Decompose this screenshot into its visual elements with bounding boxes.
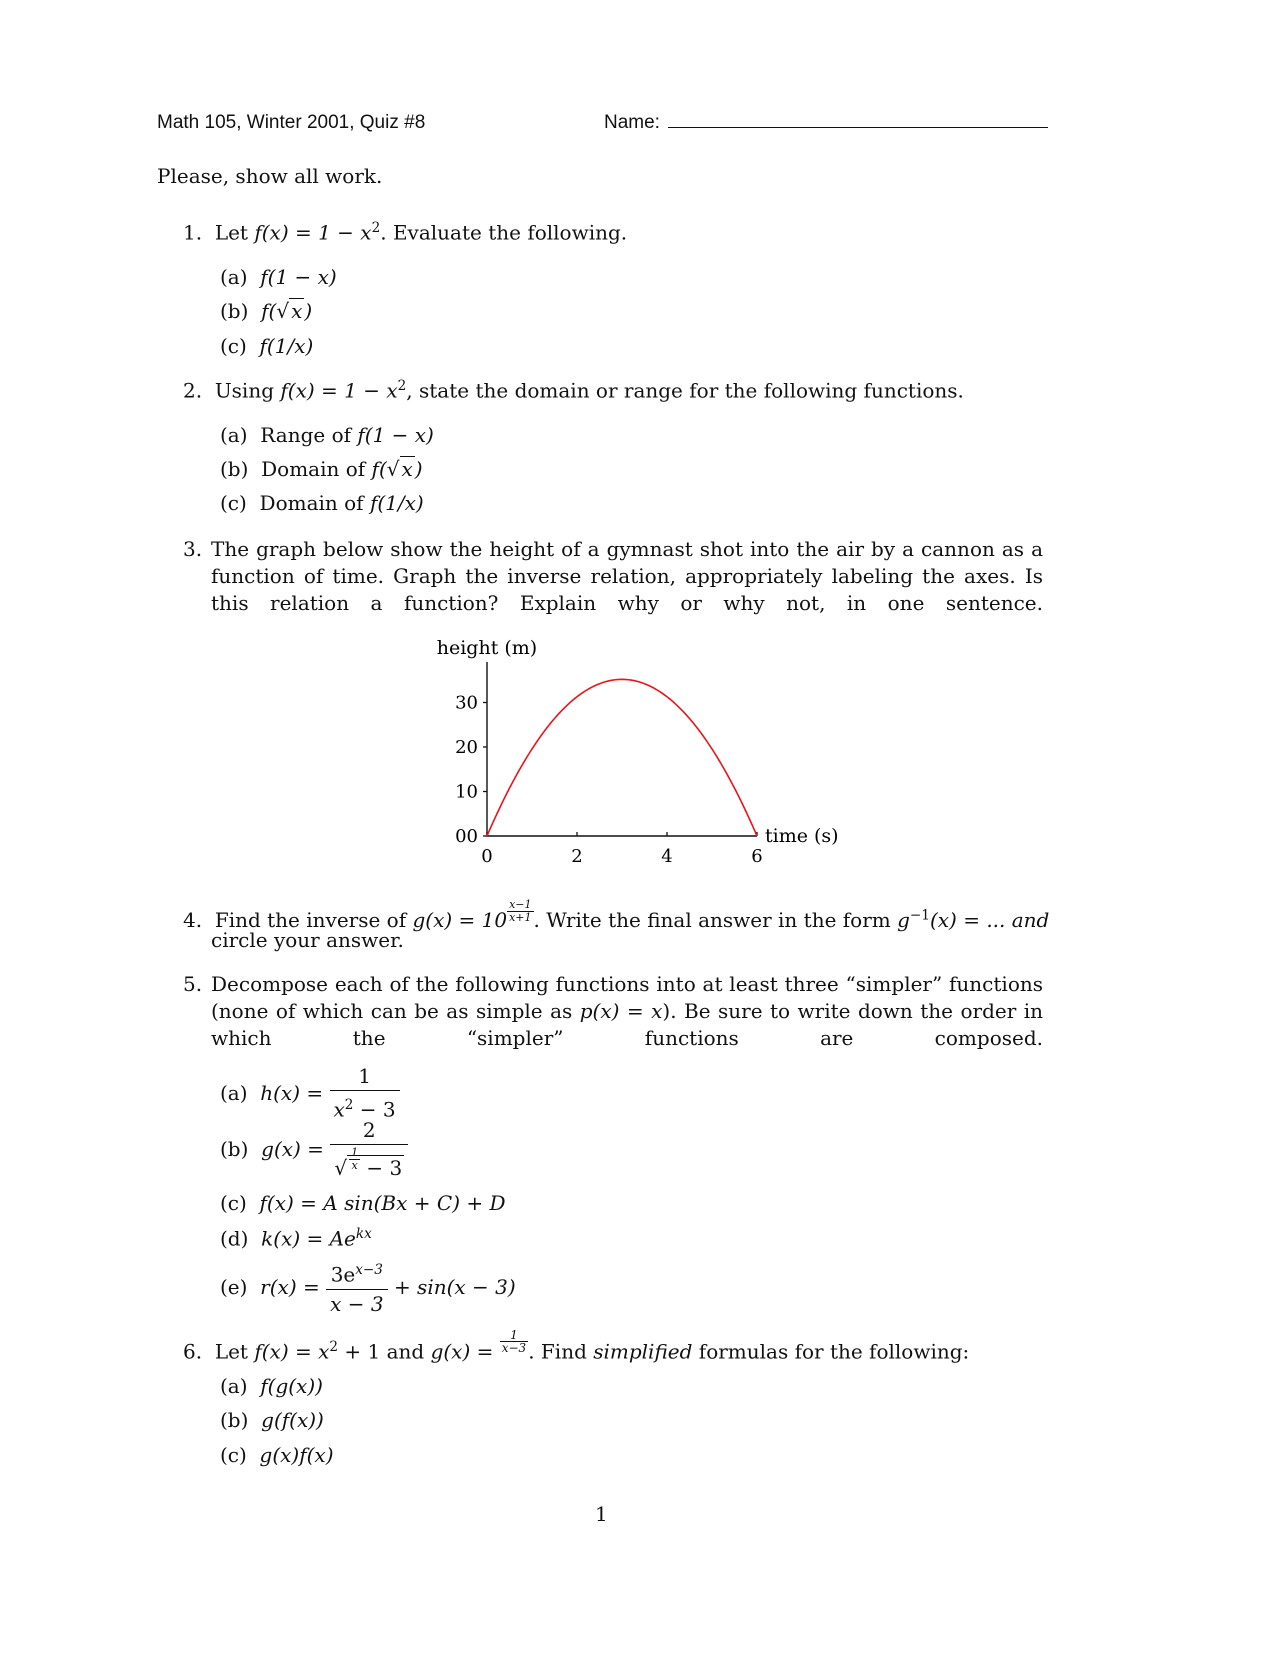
q5-part-d: (d) $k(x) = Ae^{kx}$ <box>220 1226 372 1251</box>
y-axis-label: height (m) <box>436 637 538 659</box>
y-tick-label: 20 <box>455 737 478 758</box>
height-vs-time-chart <box>420 630 880 875</box>
q1-stem: 1. Let $f(x) = 1 - x^2$. Evaluate the following. <box>183 220 628 245</box>
q2-part-b: (b) Domain of f(√ x ) <box>220 457 423 481</box>
x-axis-label: time (s) <box>765 825 839 847</box>
page-number: 1 <box>595 1502 608 1526</box>
q1-part-b: (b) f(√ x ) <box>220 299 313 323</box>
q6-part-b: (b) g(f(x)) <box>220 1408 324 1432</box>
q5-part-e: (e) r(x) = $\frac{3e^{x-3}}{x - 3}$ + sin(x − 3) <box>220 1258 516 1316</box>
x-tick-label: 6 <box>751 846 763 867</box>
q4-line1: 4. Find the inverse of g(x) = 10 $\frac{x-1}{x+1}$ . Write the final answer in the form $g^{-1}(x)$ = ... and <box>183 898 1050 933</box>
q6-part-a: (a) f(g(x)) <box>220 1374 323 1398</box>
x-tick-label: 0 <box>481 846 493 867</box>
q5-number: 5. <box>183 972 203 996</box>
q5-text: Decompose each of the following functions into at least three “simpler” functions (none of which can be as simple as p(x) = x). Be sure to write down the order in which the “simpler” functions are composed. <box>211 972 1044 1050</box>
x-tick-label: 2 <box>571 846 583 867</box>
name-line[interactable] <box>668 127 1048 128</box>
q2-part-a: (a) Range of f(1 − x) <box>220 423 434 447</box>
q5-part-b: (b) g(x) = 2 √ $\frac{1}{x}$ − 3 <box>220 1118 408 1180</box>
q6-stem: 6. Let $f(x) = x^2 + 1$ and g(x) = $\frac{1}{x-3}$ . Find simplified formulas for the following: <box>183 1328 970 1364</box>
q2-stem: 2. Using $f(x) = 1 - x^2$, state the domain or range for the following functions. <box>183 378 964 403</box>
y-tick-label: 00 <box>455 826 478 847</box>
quiz-header-title: Math 105, Winter 2001, Quiz #8 <box>157 112 426 133</box>
q6-part-c: (c) g(x)f(x) <box>220 1443 334 1467</box>
q4-line2: circle your answer. <box>211 928 404 952</box>
q5-part-a: (a) h(x) = $\frac{1}{x^2 - 3}$ <box>220 1064 400 1122</box>
name-label: Name: <box>604 112 660 133</box>
q1-part-c: (c) f(1/x) <box>220 334 314 358</box>
q5-part-c: (c) f(x) = A sin(Bx + C) + D <box>220 1191 506 1215</box>
x-tick-label: 4 <box>661 846 673 867</box>
q1-part-a: (a) f(1 − x) <box>220 265 337 289</box>
height-curve <box>487 679 757 836</box>
q3-number: 3. <box>183 537 203 561</box>
q2-part-c: (c) Domain of f(1/x) <box>220 491 424 515</box>
instructions: Please, show all work. <box>157 164 383 188</box>
y-tick-label: 10 <box>455 781 478 803</box>
q3-text: The graph below show the height of a gymnast shot into the air by a cannon as a function of time. Graph the inverse relation, appropriately labeling the axes. Is this relation a function? Explain why or why not, in one sentence. <box>211 537 1043 615</box>
y-tick-label: 30 <box>455 692 478 714</box>
